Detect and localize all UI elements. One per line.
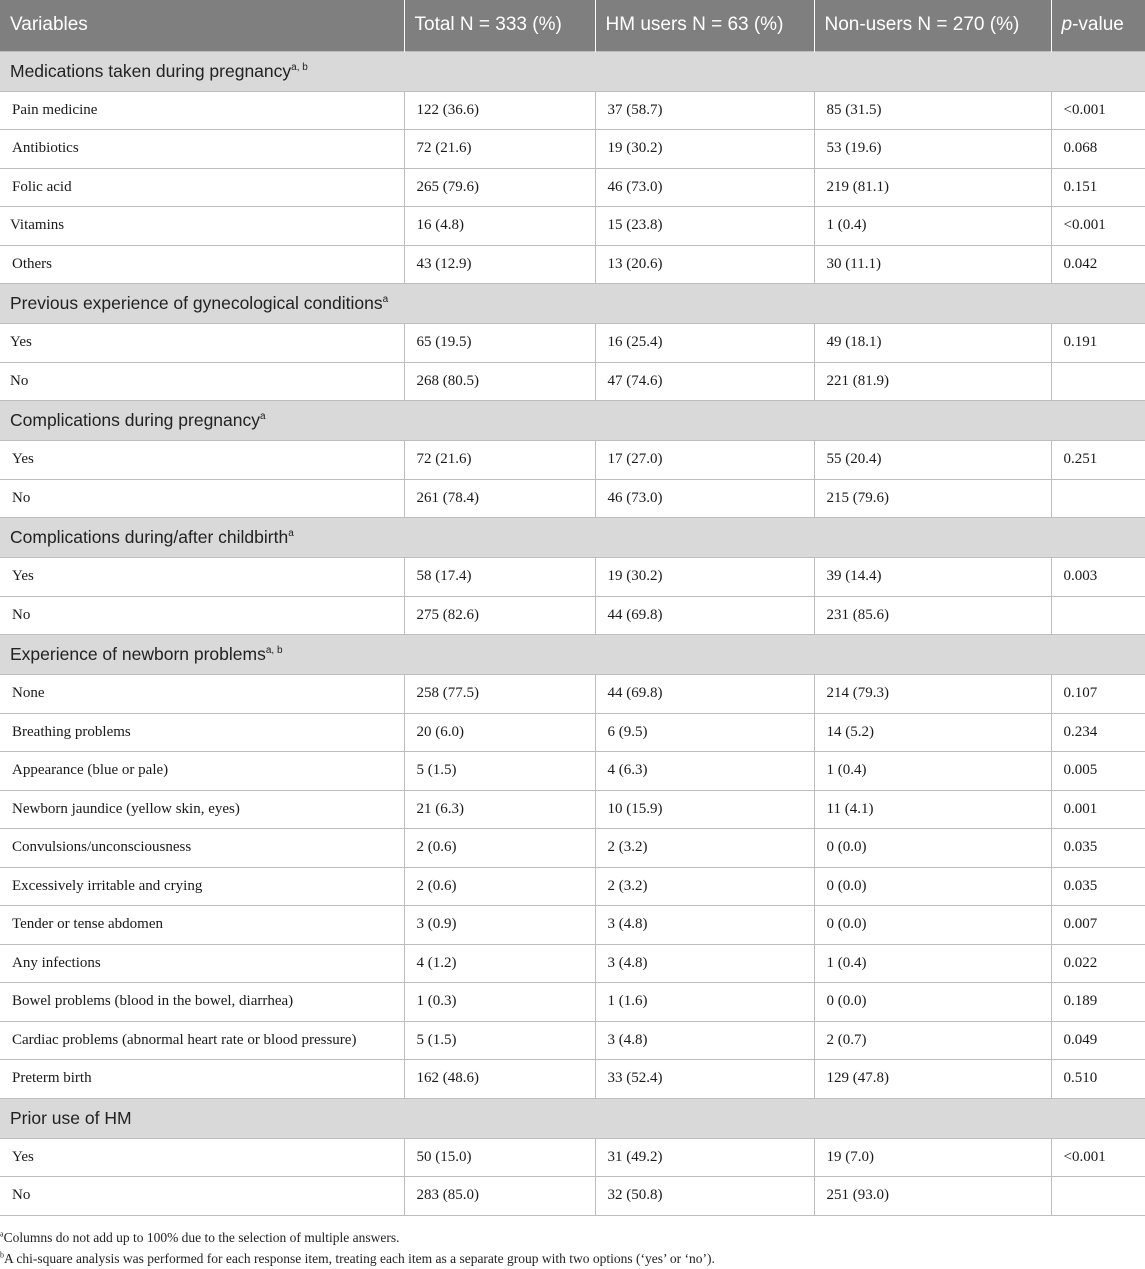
- header-pvalue-rest: -value: [1072, 14, 1124, 36]
- pvalue-cell: 0.068: [1051, 130, 1145, 169]
- hm-users-cell: 1 (1.6): [595, 983, 814, 1022]
- non-users-cell: 214 (79.3): [814, 675, 1051, 714]
- table-row: [0, 1021, 1145, 1060]
- non-users-cell: 1 (0.4): [814, 752, 1051, 791]
- total-cell: 58 (17.4): [404, 558, 595, 597]
- table-row: [0, 130, 1145, 169]
- footnotes: [0, 1227, 715, 1269]
- table-row: [0, 983, 1145, 1022]
- section-footnote-mark: a, b: [265, 645, 283, 657]
- pvalue-cell: 0.510: [1051, 1060, 1145, 1099]
- total-cell: 1 (0.3): [404, 983, 595, 1022]
- section-footnote-mark: a: [382, 294, 389, 306]
- table-row: [0, 324, 1145, 363]
- table-row: [0, 790, 1145, 829]
- non-users-cell: 215 (79.6): [814, 479, 1051, 518]
- non-users-cell: 0 (0.0): [814, 829, 1051, 868]
- pvalue-cell: 0.003: [1051, 558, 1145, 597]
- row-label: Preterm birth: [0, 1060, 404, 1099]
- section-footnote-mark: a: [260, 411, 266, 423]
- non-users-cell: 39 (14.4): [814, 558, 1051, 597]
- non-users-cell: 11 (4.1): [814, 790, 1051, 829]
- row-label: Bowel problems (blood in the bowel, diarrhea): [0, 983, 404, 1022]
- pvalue-cell: 0.189: [1051, 983, 1145, 1022]
- total-cell: 16 (4.8): [404, 207, 595, 246]
- row-label: Yes: [0, 558, 404, 597]
- row-label: Newborn jaundice (yellow skin, eyes): [0, 790, 404, 829]
- row-label: Any infections: [0, 944, 404, 983]
- section-title-cell: [0, 635, 1145, 675]
- total-cell: 21 (6.3): [404, 790, 595, 829]
- row-label: Folic acid: [0, 168, 404, 207]
- table-row: [0, 906, 1145, 945]
- pvalue-cell: 0.049: [1051, 1021, 1145, 1060]
- footnote-text: Columns do not add up to 100% due to the selection of multiple answers.: [3, 1230, 400, 1245]
- total-cell: 4 (1.2): [404, 944, 595, 983]
- hm-users-cell: 3 (4.8): [595, 944, 814, 983]
- header-total: Total N = 333 (%): [404, 0, 595, 51]
- total-cell: 72 (21.6): [404, 441, 595, 480]
- table-row: [0, 558, 1145, 597]
- pvalue-cell: 0.035: [1051, 829, 1145, 868]
- header-pvalue-italic: p: [1061, 14, 1073, 36]
- table-header: [0, 0, 1145, 51]
- section-header-row: [0, 401, 1145, 441]
- table-row: [0, 168, 1145, 207]
- row-label: Others: [0, 245, 404, 284]
- hm-users-cell: 46 (73.0): [595, 168, 814, 207]
- non-users-cell: 30 (11.1): [814, 245, 1051, 284]
- footnote-mark: b: [0, 1250, 4, 1260]
- pvalue-cell: 0.251: [1051, 441, 1145, 480]
- non-users-cell: 0 (0.0): [814, 906, 1051, 945]
- total-cell: 283 (85.0): [404, 1177, 595, 1216]
- non-users-cell: 19 (7.0): [814, 1138, 1051, 1177]
- section-title-cell: [0, 401, 1145, 441]
- pvalue-cell: 0.042: [1051, 245, 1145, 284]
- total-cell: 261 (78.4): [404, 479, 595, 518]
- pvalue-cell: 0.001: [1051, 790, 1145, 829]
- section-header-row: [0, 518, 1145, 558]
- hm-users-cell: 15 (23.8): [595, 207, 814, 246]
- row-label: Pain medicine: [0, 91, 404, 130]
- table-row: [0, 596, 1145, 635]
- header-row: [0, 0, 1145, 51]
- section-title-cell: [0, 1098, 1145, 1138]
- hm-users-cell: 33 (52.4): [595, 1060, 814, 1099]
- pvalue-cell: 0.234: [1051, 713, 1145, 752]
- pvalue-cell: 0.035: [1051, 867, 1145, 906]
- section-footnote-mark: a, b: [291, 61, 308, 73]
- table-row: [0, 479, 1145, 518]
- section-title-cell: [0, 518, 1145, 558]
- table-row: [0, 867, 1145, 906]
- section-header-row: [0, 1098, 1145, 1138]
- section-title: Previous experience of gynecological conditions: [10, 293, 383, 313]
- table-row: [0, 91, 1145, 130]
- row-label: Antibiotics: [0, 130, 404, 169]
- row-label: None: [0, 675, 404, 714]
- row-label: Breathing problems: [0, 713, 404, 752]
- row-label: Convulsions/unconsciousness: [0, 829, 404, 868]
- hm-users-cell: 2 (3.2): [595, 829, 814, 868]
- non-users-cell: 219 (81.1): [814, 168, 1051, 207]
- header-hm-users: HM users N = 63 (%): [595, 0, 814, 51]
- hm-users-cell: 19 (30.2): [595, 130, 814, 169]
- section-header-row: [0, 284, 1145, 324]
- section-title: Medications taken during pregnancy: [10, 60, 292, 81]
- total-cell: 2 (0.6): [404, 867, 595, 906]
- pvalue-cell: <0.001: [1051, 207, 1145, 246]
- total-cell: 5 (1.5): [404, 1021, 595, 1060]
- total-cell: 162 (48.6): [404, 1060, 595, 1099]
- non-users-cell: 1 (0.4): [814, 944, 1051, 983]
- pvalue-cell: <0.001: [1051, 1138, 1145, 1177]
- section-title: Complications during/after childbirth: [10, 527, 289, 547]
- section-footnote-mark: a: [288, 528, 294, 540]
- table-row: [0, 245, 1145, 284]
- non-users-cell: 2 (0.7): [814, 1021, 1051, 1060]
- hm-users-cell: 3 (4.8): [595, 906, 814, 945]
- non-users-cell: 53 (19.6): [814, 130, 1051, 169]
- row-label: Yes: [0, 1138, 404, 1177]
- section-title: Complications during pregnancy: [10, 410, 260, 430]
- hm-users-cell: 44 (69.8): [595, 675, 814, 714]
- hm-users-cell: 37 (58.7): [595, 91, 814, 130]
- footnote-text: A chi-square analysis was performed for each response item, treating each item as a separate group with two options (‘yes’ or ‘no’).: [4, 1251, 715, 1266]
- pvalue-cell: 0.151: [1051, 168, 1145, 207]
- table-row: [0, 752, 1145, 791]
- table-row: [0, 944, 1145, 983]
- hm-users-cell: 3 (4.8): [595, 1021, 814, 1060]
- row-label: No: [0, 1177, 404, 1216]
- hm-users-cell: 2 (3.2): [595, 867, 814, 906]
- hm-users-cell: 17 (27.0): [595, 441, 814, 480]
- pvalue-cell: [1051, 1177, 1145, 1216]
- non-users-cell: 55 (20.4): [814, 441, 1051, 480]
- total-cell: 72 (21.6): [404, 130, 595, 169]
- row-label: No: [0, 596, 404, 635]
- total-cell: 43 (12.9): [404, 245, 595, 284]
- total-cell: 2 (0.6): [404, 829, 595, 868]
- hm-users-cell: 19 (30.2): [595, 558, 814, 597]
- header-variables: Variables: [0, 0, 404, 51]
- pvalue-cell: [1051, 362, 1145, 401]
- row-label: Yes: [0, 324, 404, 363]
- non-users-cell: 221 (81.9): [814, 362, 1051, 401]
- pvalue-cell: 0.191: [1051, 324, 1145, 363]
- pvalue-cell: 0.022: [1051, 944, 1145, 983]
- row-label: Tender or tense abdomen: [0, 906, 404, 945]
- pvalue-cell: 0.007: [1051, 906, 1145, 945]
- row-label: Vitamins: [0, 207, 404, 246]
- hm-users-cell: 6 (9.5): [595, 713, 814, 752]
- pvalue-cell: [1051, 479, 1145, 518]
- pvalue-cell: <0.001: [1051, 91, 1145, 130]
- non-users-cell: 231 (85.6): [814, 596, 1051, 635]
- non-users-cell: 129 (47.8): [814, 1060, 1051, 1099]
- total-cell: 122 (36.6): [404, 91, 595, 130]
- non-users-cell: 0 (0.0): [814, 867, 1051, 906]
- total-cell: 20 (6.0): [404, 713, 595, 752]
- table-row: [0, 441, 1145, 480]
- row-label: Excessively irritable and crying: [0, 867, 404, 906]
- table-row: [0, 362, 1145, 401]
- table-row: [0, 207, 1145, 246]
- section-title: Experience of newborn problems: [10, 644, 266, 664]
- hm-users-cell: 10 (15.9): [595, 790, 814, 829]
- row-label: No: [0, 479, 404, 518]
- total-cell: 265 (79.6): [404, 168, 595, 207]
- row-label: No: [0, 362, 404, 401]
- hm-users-cell: 46 (73.0): [595, 479, 814, 518]
- table-row: [0, 829, 1145, 868]
- non-users-cell: 85 (31.5): [814, 91, 1051, 130]
- row-label: Cardiac problems (abnormal heart rate or blood pressure): [0, 1021, 404, 1060]
- hm-users-cell: 47 (74.6): [595, 362, 814, 401]
- non-users-cell: 251 (93.0): [814, 1177, 1051, 1216]
- section-title-cell: [0, 284, 1145, 324]
- row-label: Yes: [0, 441, 404, 480]
- total-cell: 275 (82.6): [404, 596, 595, 635]
- non-users-cell: 14 (5.2): [814, 713, 1051, 752]
- table-row: [0, 713, 1145, 752]
- hm-users-cell: 13 (20.6): [595, 245, 814, 284]
- footnote-mark: a: [0, 1229, 4, 1239]
- header-non-users: Non-users N = 270 (%): [814, 0, 1051, 51]
- section-header-row: [0, 635, 1145, 675]
- total-cell: 5 (1.5): [404, 752, 595, 791]
- total-cell: 3 (0.9): [404, 906, 595, 945]
- pvalue-cell: 0.005: [1051, 752, 1145, 791]
- hm-users-cell: 4 (6.3): [595, 752, 814, 791]
- section-title: Prior use of HM: [10, 1107, 132, 1128]
- non-users-cell: 0 (0.0): [814, 983, 1051, 1022]
- pvalue-cell: 0.107: [1051, 675, 1145, 714]
- pvalue-cell: [1051, 596, 1145, 635]
- footnote-a: [0, 1227, 715, 1248]
- total-cell: 258 (77.5): [404, 675, 595, 714]
- hm-users-cell: 44 (69.8): [595, 596, 814, 635]
- table-body: [0, 51, 1145, 1215]
- hm-users-cell: 32 (50.8): [595, 1177, 814, 1216]
- row-label: Appearance (blue or pale): [0, 752, 404, 791]
- section-header-row: [0, 51, 1145, 91]
- non-users-cell: 1 (0.4): [814, 207, 1051, 246]
- section-title-cell: [0, 51, 1145, 91]
- header-pvalue: [1051, 0, 1145, 51]
- table-row: [0, 1060, 1145, 1099]
- table-row: [0, 1138, 1145, 1177]
- total-cell: 268 (80.5): [404, 362, 595, 401]
- table-row: [0, 675, 1145, 714]
- total-cell: 50 (15.0): [404, 1138, 595, 1177]
- hm-users-cell: 16 (25.4): [595, 324, 814, 363]
- hm-users-cell: 31 (49.2): [595, 1138, 814, 1177]
- total-cell: 65 (19.5): [404, 324, 595, 363]
- table-row: [0, 1177, 1145, 1216]
- non-users-cell: 49 (18.1): [814, 324, 1051, 363]
